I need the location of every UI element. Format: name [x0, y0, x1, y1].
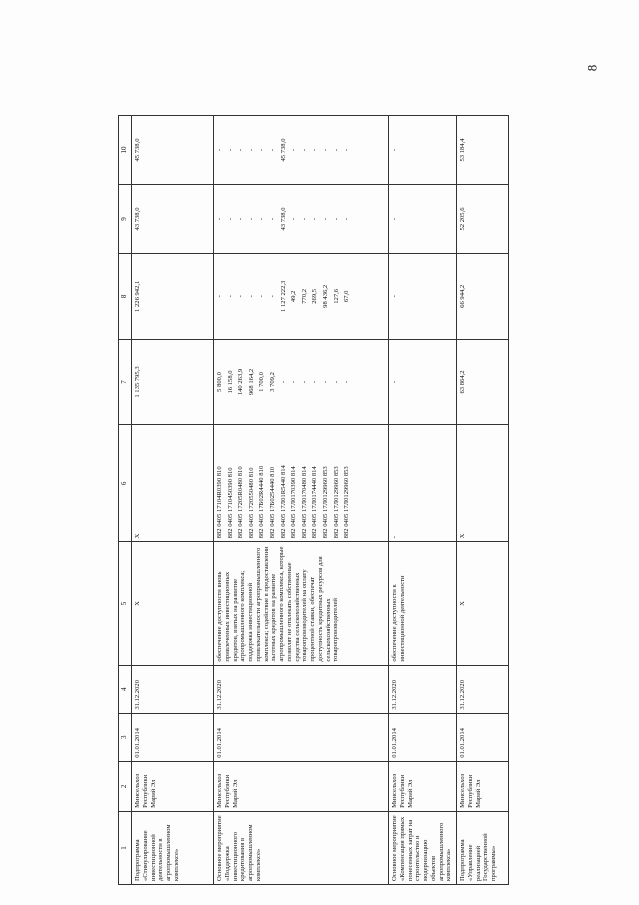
cell-line: -: [391, 217, 398, 221]
cell-line: -: [332, 380, 340, 384]
cell-line: 882 0405 17205R0480 810: [237, 466, 245, 539]
table-cell-col-7: [132, 339, 214, 425]
cell-line: -: [343, 148, 351, 152]
cell-line: -: [343, 217, 351, 221]
cell-line: -: [321, 148, 329, 152]
cell-line: -: [311, 217, 319, 221]
table-cell-col-3: [214, 713, 389, 761]
table-cell-col-5: [132, 542, 214, 665]
cell-line: -: [258, 217, 266, 221]
col-header-6: 6: [119, 425, 132, 542]
program-table: [118, 115, 509, 885]
cell-text: 01.01.2014: [391, 728, 398, 758]
cell-line: -: [226, 295, 234, 298]
cell-line: 882 0405 17104R0390 810: [216, 466, 223, 539]
table-cell-col-8: [132, 253, 214, 339]
cell-line: 53 184,4: [459, 138, 466, 162]
table-cell-col-5: [389, 542, 457, 665]
cell-line: 968 164,2: [247, 368, 255, 396]
cell-text: X: [459, 601, 466, 606]
table-cell-col-10: [457, 116, 509, 185]
table-cell-col-9: [457, 185, 509, 254]
cell-line: -: [216, 217, 223, 221]
table-cell-col-1: [389, 811, 457, 884]
table-cell-col-9: [214, 185, 389, 254]
table-cell-col-8: [214, 253, 389, 339]
cell-text: Минсельхоз Республики Марий Эл: [216, 773, 239, 808]
cell-line: 52 205,6: [459, 207, 466, 231]
cell-text: 31.12.2020: [459, 680, 466, 710]
cell-line: -: [343, 380, 351, 384]
table-cell-col-5: [457, 542, 509, 665]
cell-text: обеспечение доступности вновь привлеченных инвестиционных кредитов, взятых на развитие агропромышленного комплекса; поддержка инвестиционной привлекательности агропромышленного комплекса; содействие в предоставлении льготных кредитов на развитие агропромышленного комплекса, которые позволят не отвлекать собственные средства сельскохозяйственных товаропроизводителей на оплату процентной ставки, обеспечат доступность кредитных ресурсов для сельскохозяйственных товаропроизводителей: [216, 546, 340, 662]
cell-line: -: [268, 295, 276, 298]
table-cell-col-3: [457, 713, 509, 761]
cell-line: 45 738,0: [134, 138, 141, 162]
table-cell-col-10: [132, 116, 214, 185]
cell-text: X: [134, 601, 141, 606]
cell-line: -: [247, 295, 255, 298]
table-cell-col-4: [389, 665, 457, 713]
cell-line: -: [226, 217, 234, 221]
table-cell-col-6: [132, 425, 214, 542]
table-cell-col-9: [132, 185, 214, 254]
cell-line: -: [268, 217, 276, 221]
cell-line: -: [321, 217, 329, 221]
cell-line: 882 0405 17Л0129960 853: [321, 466, 329, 539]
table-cell-col-8: [389, 253, 457, 339]
table-cell-col-10: [214, 116, 389, 185]
table-cell-col-1: [132, 811, 214, 884]
cell-line: -: [300, 148, 308, 152]
cell-line: -: [311, 148, 319, 152]
table-cell-col-2: [389, 761, 457, 811]
cell-line: 49,2: [290, 290, 298, 303]
table-row: [457, 116, 509, 885]
table-cell-col-2: [457, 761, 509, 811]
cell-text: Подпрограмма «Управление реализацией Государственной программы»: [459, 833, 498, 881]
table-cell-col-9: [389, 185, 457, 254]
cell-line: 882 0405 17Л0170480 814: [300, 466, 308, 539]
table-cell-col-8: [457, 253, 509, 339]
cell-text: Подпрограмма «Стимулирование инвестиционной деятельности в агропромышленном комплексе»: [134, 824, 180, 881]
cell-line: -: [247, 148, 255, 152]
cell-line: 1 700,0: [258, 372, 266, 392]
cell-line: 882 0405 17Л0174440 814: [311, 466, 319, 539]
cell-line: 269,5: [311, 288, 319, 304]
cell-line: 66 944,2: [459, 284, 466, 308]
cell-text: 31.12.2020: [134, 680, 141, 710]
table-row: [214, 116, 389, 885]
col-header-3: 3: [119, 713, 132, 761]
cell-line: -: [247, 217, 255, 221]
cell-line: -: [290, 217, 298, 221]
table-cell-col-7: [457, 339, 509, 425]
cell-line: -: [290, 148, 298, 152]
cell-line: -: [332, 217, 340, 221]
cell-line: 1 135 795,3: [134, 366, 141, 398]
cell-line: 140 263,9: [237, 368, 245, 396]
cell-line: -: [391, 380, 398, 384]
cell-line: 882 0405 17Л0170390 814: [290, 466, 298, 539]
table-cell-col-3: [132, 713, 214, 761]
cell-line: -: [258, 295, 266, 298]
cell-line: -: [216, 295, 223, 298]
cell-line: 882 0405 17Л0129960 853: [332, 466, 340, 539]
cell-text: 01.01.2014: [459, 728, 466, 758]
page-number: 8: [584, 64, 600, 72]
table-cell-col-10: [389, 116, 457, 185]
column-number-row: [119, 116, 132, 885]
cell-line: 882 0405 1710450390 810: [226, 467, 234, 539]
cell-line: -: [290, 380, 298, 384]
cell-line: -: [258, 148, 266, 152]
cell-text: Основное мероприятие «Компенсация прямых понесенных затрат на строительство и модернизацию объектов агропромышленного комплекса»: [391, 815, 453, 881]
cell-text: 31.12.2020: [216, 680, 223, 710]
table-cell-col-2: [214, 761, 389, 811]
cell-line: -: [300, 380, 308, 384]
table-cell-col-3: [389, 713, 457, 761]
table-row: [132, 116, 214, 885]
cell-line: 67,0: [343, 290, 351, 303]
cell-line: 1 127 222,3: [279, 280, 287, 312]
cell-line: 63 864,2: [459, 370, 466, 394]
cell-line: 45 738,0: [279, 138, 287, 162]
cell-line: -: [391, 148, 398, 152]
table-cell-col-4: [132, 665, 214, 713]
cell-line: X: [134, 533, 141, 539]
table-cell-col-6: [214, 425, 389, 542]
cell-line: -: [391, 536, 398, 539]
cell-line: 98 436,2: [321, 284, 329, 308]
cell-text: Минсельхоз Республики Марий Эл: [134, 773, 157, 808]
cell-text: Минсельхоз Республики Марий Эл: [459, 773, 482, 808]
cell-line: -: [237, 295, 245, 298]
cell-line: -: [311, 380, 319, 384]
table-cell-col-1: [457, 811, 509, 884]
cell-line: 882 0405 17Б02R4440 810: [258, 465, 266, 539]
cell-line: 882 0405 17Л01R5440 814: [279, 465, 287, 539]
cell-line: -: [279, 380, 287, 384]
cell-line: 43 738,0: [134, 207, 141, 231]
table-cell-col-5: [214, 542, 389, 665]
table-cell-col-6: [389, 425, 457, 542]
col-header-8: 8: [119, 253, 132, 339]
table-cell-col-4: [457, 665, 509, 713]
cell-text: Минсельхоз Республики Марий Эл: [391, 773, 414, 808]
table-cell-col-4: [214, 665, 389, 713]
cell-line: -: [226, 148, 234, 152]
cell-text: 01.01.2014: [216, 728, 223, 758]
table-cell-col-7: [214, 339, 389, 425]
cell-line: 16 158,0: [226, 370, 234, 394]
table-cell-col-7: [389, 339, 457, 425]
col-header-9: 9: [119, 185, 132, 254]
cell-line: -: [237, 217, 245, 221]
cell-line: X: [459, 533, 466, 539]
col-header-5: 5: [119, 542, 132, 665]
col-header-2: 2: [119, 761, 132, 811]
cell-line: 882 0405 1720550480 810: [247, 467, 255, 539]
cell-line: 3 709,2: [268, 372, 276, 392]
table-cell-col-2: [132, 761, 214, 811]
col-header-4: 4: [119, 665, 132, 713]
table-cell-col-6: [457, 425, 509, 542]
cell-line: -: [391, 295, 398, 298]
col-header-7: 7: [119, 339, 132, 425]
cell-line: -: [332, 148, 340, 152]
cell-line: 882 0405 17Б0254440 810: [268, 466, 276, 539]
cell-line: 882 0405 17Л0129960 853: [343, 466, 351, 539]
cell-text: 01.01.2014: [134, 728, 141, 758]
cell-line: 127,6: [332, 288, 340, 304]
cell-line: 770,2: [300, 288, 308, 304]
cell-line: -: [268, 148, 276, 152]
cell-text: Основное мероприятие «Поддержка инвестиционного кредитования в агропромышленном комплексе»: [216, 815, 262, 881]
cell-line: -: [321, 380, 329, 384]
rotated-table-sheet: [118, 115, 518, 885]
col-header-1: 1: [119, 811, 132, 884]
table-cell-col-1: [214, 811, 389, 884]
col-header-10: 10: [119, 116, 132, 185]
table-row: [389, 116, 457, 885]
cell-line: 43 738,0: [279, 207, 287, 231]
cell-line: 1 226 942,1: [134, 280, 141, 312]
cell-text: обеспечение доступности к инвестиционной деятельности: [391, 575, 406, 662]
cell-line: -: [237, 148, 245, 152]
cell-line: 5 800,0: [216, 372, 223, 392]
cell-text: 31.12.2020: [391, 680, 398, 710]
cell-line: -: [216, 148, 223, 152]
cell-line: -: [300, 217, 308, 221]
